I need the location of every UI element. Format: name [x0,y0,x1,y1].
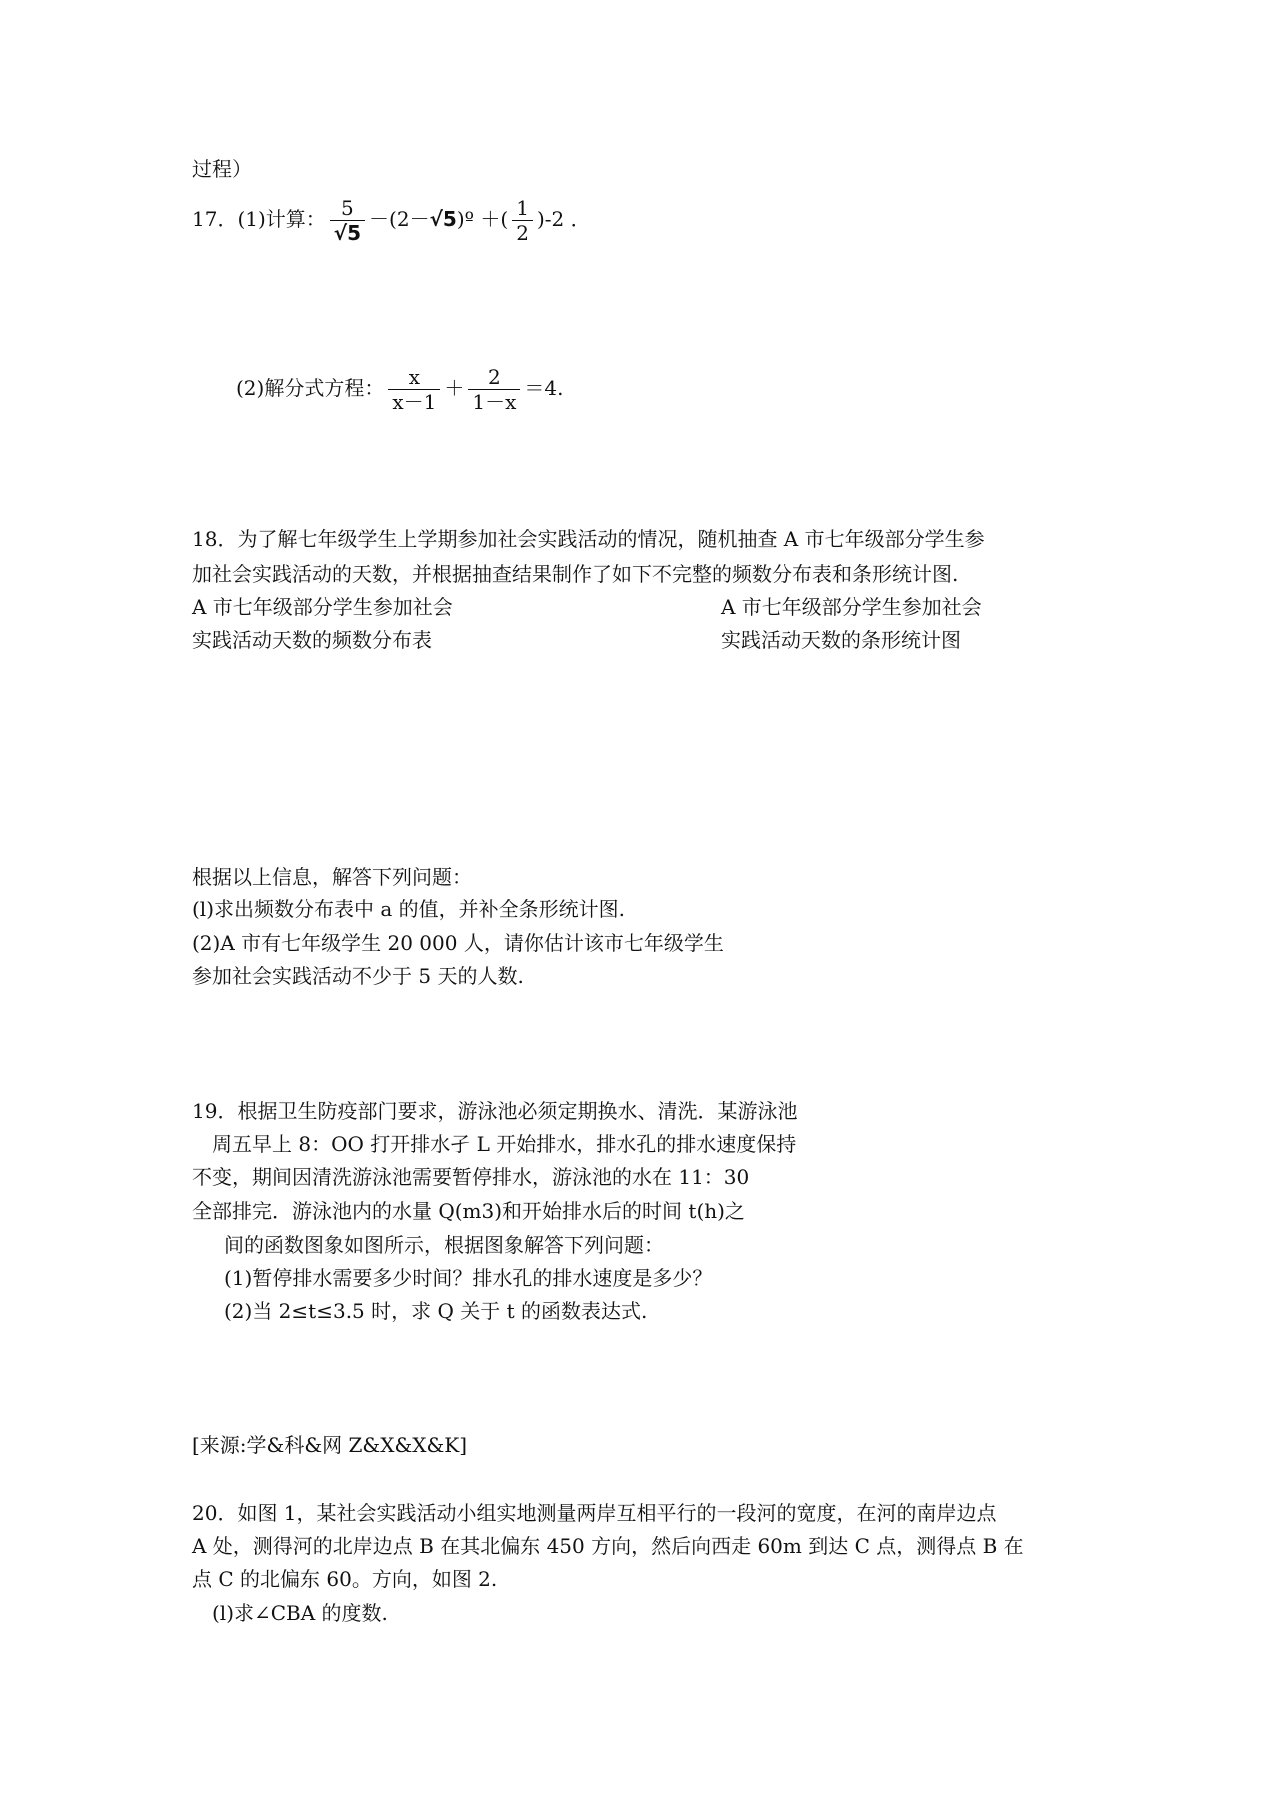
q20-line-3: 点 C 的北偏东 60。方向，如图 2. [192,1567,498,1591]
q17-part1 [192,190,591,248]
q19-line-3: 不变，期间因清洗游泳池需要暂停排水，游泳池的水在 11：30 [192,1165,750,1189]
q17-frac2-denominator: 2 [516,221,529,245]
q17-middle2: )º ＋( [456,207,509,231]
continuation-text: 过程） [192,157,252,181]
q18-sub-1: (l)求出频数分布表中 a 的值，并补全条形统计图. [192,897,625,921]
q17-fraction-4 [468,365,520,414]
q18-line-2: 加社会实践活动的天数，并根据抽查结果制作了如下不完整的频数分布表和条形统计图. [192,562,959,586]
q18-line-1: 18．为了解七年级学生上学期参加社会实践活动的情况，随机抽查 A 市七年级部分学生参 [192,527,985,551]
q17-plus: ＋ [444,376,465,400]
source-note: [来源:学&科&网 Z&X&X&K] [192,1433,468,1457]
q17-fraction-2 [512,196,533,245]
q17-frac3-numerator: x [388,365,440,390]
q19-line-2: 周五早上 8：OO 打开排水孑 L 开始排水，排水孔的排水速度保持 [212,1132,797,1156]
q17-frac1-numerator: 5 [330,196,365,221]
q18-left-title-1: A 市七年级部分学生参加社会 [192,595,453,619]
q17-sqrt5: √5 [429,207,457,231]
q17-part2 [236,360,563,416]
q17-frac3-denominator: x－1 [392,390,437,414]
q18-sub-2b: 参加社会实践活动不少于 5 天的人数. [192,964,524,988]
q17-frac4-numerator: 2 [468,365,520,390]
q19-line-1: 19．根据卫生防疫部门要求，游泳池必须定期换水、清洗．某游泳池 [192,1099,798,1123]
q18-prompt: 根据以上信息，解答下列问题： [192,865,472,889]
q17-middle: －(2－ [369,207,430,231]
q19-line-5: 间的函数图象如图所示，根据图象解答下列问题： [224,1233,664,1257]
q20-sub-1: (l)求∠CBA 的度数. [212,1601,388,1625]
q18-right-title-1: A 市七年级部分学生参加社会 [721,595,982,619]
q17-label: 17．(1)计算： [192,207,326,231]
q19-line-4: 全部排完．游泳池内的水量 Q(m3)和开始排水后的时间 t(h)之 [192,1199,745,1223]
q19-sub-2: (2)当 2≤t≤3.5 时，求 Q 关于 t 的函数表达式. [224,1299,648,1323]
q17-part2-label: (2)解分式方程： [236,376,385,400]
q17-frac4-denominator: 1－x [472,390,517,414]
q20-line-2: A 处，测得河的北岸边点 B 在其北偏东 450 方向，然后向西走 60m 到达 C 点，测得点 B 在 [192,1534,1024,1558]
q18-sub-2a: (2)A 市有七年级学生 20 000 人，请你估计该市七年级学生 [192,931,724,955]
q17-fraction-1 [330,196,365,245]
q17-fraction-3 [388,365,440,414]
q19-sub-1: (1)暂停排水需要多少时间？排水孔的排水速度是多少？ [224,1266,713,1290]
q17-eq-end: ＝4. [524,376,564,400]
q18-left-title-2: 实践活动天数的频数分布表 [192,628,432,652]
q17-frac1-denominator: √5 [333,221,362,245]
q17-frac2-numerator: 1 [512,196,533,221]
q17-end: )-2 ． [536,207,591,231]
q20-line-1: 20．如图 1，某社会实践活动小组实地测量两岸互相平行的一段河的宽度，在河的南岸边点 [192,1501,997,1525]
q18-right-title-2: 实践活动天数的条形统计图 [721,628,961,652]
